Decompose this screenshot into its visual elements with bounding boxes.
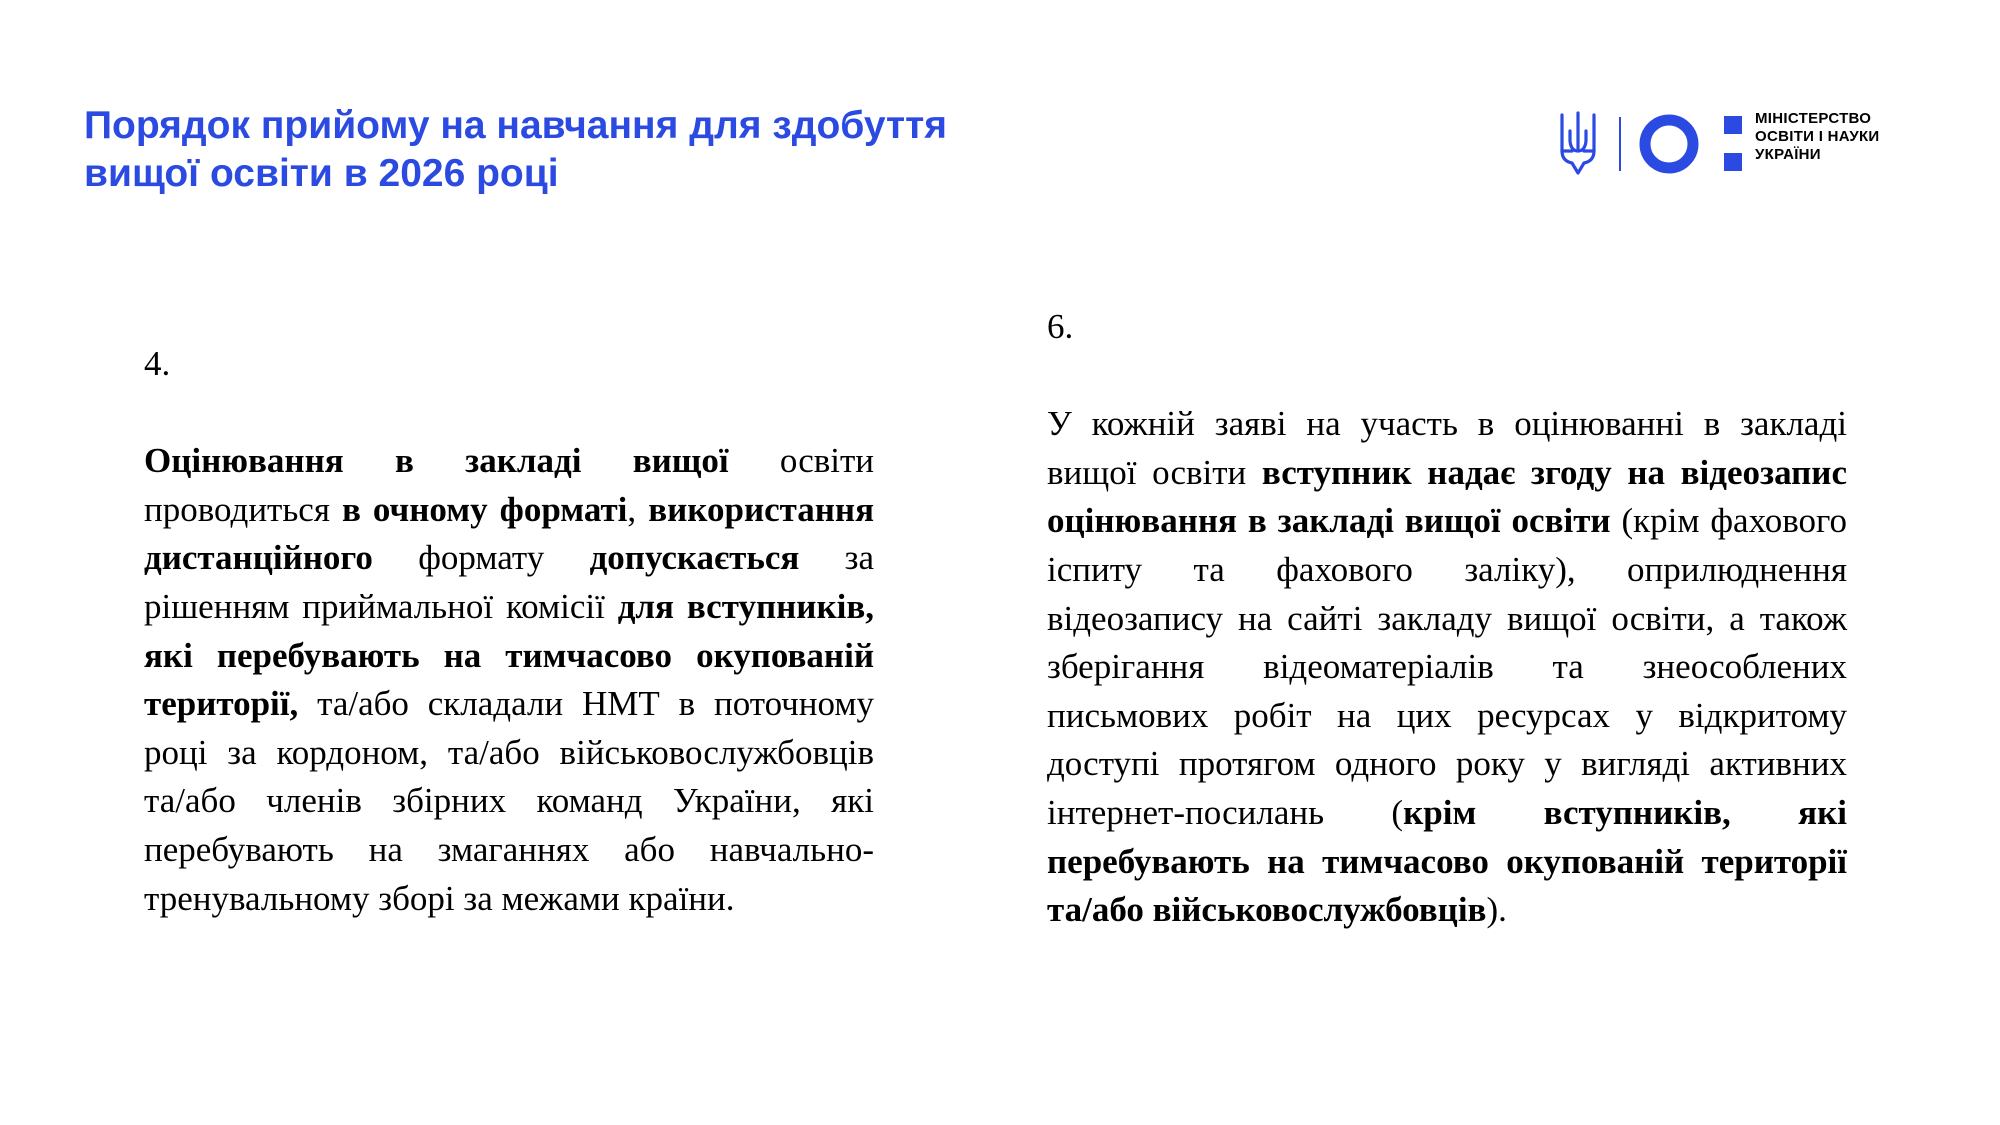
rule-text-bold: допускається bbox=[589, 538, 800, 578]
ministry-name-line-1: МІНІСТЕРСТВО bbox=[1755, 110, 1872, 127]
rule-text: ). bbox=[1486, 890, 1507, 930]
rule-text-bold: Оцінювання в закладі вищої bbox=[144, 441, 729, 481]
square-icon-bottom bbox=[1724, 153, 1742, 171]
rule-text: та/або складали НМТ в поточному році за кордоном, та/або військовослужбовців та/або членів збірних команд України, які перебувають на змаганнях або навчально-тренувальному зборі за межами країни. bbox=[144, 684, 874, 918]
trident-icon bbox=[1562, 113, 1594, 173]
rule-text: формату bbox=[372, 538, 590, 578]
rule-4-text bbox=[144, 437, 874, 923]
ministry-name bbox=[1755, 110, 1935, 164]
rule-text-bold: для вступників, які перебувають на тимчасово окупованій території, bbox=[144, 586, 874, 724]
rule-6-text bbox=[1047, 400, 1847, 935]
rule-number: 4. bbox=[144, 344, 171, 383]
rule-text-bold: в очному форматі bbox=[341, 489, 628, 529]
rule-text: У кожній заяві на участь в оцінюванні в закладі вищої освіти bbox=[1047, 404, 1847, 492]
square-icon-top bbox=[1724, 116, 1742, 134]
rule-text: освіти проводиться bbox=[144, 441, 874, 529]
rule-text-bold: вступник надає згоду на відеозапис оцінювання в закладі вищої освіти bbox=[1047, 452, 1847, 541]
rule-text-bold: використання дистанційного bbox=[144, 489, 875, 578]
rule-number: 6. bbox=[1047, 307, 1074, 346]
ministry-name-line-3: УКРАЇНИ bbox=[1755, 146, 1821, 163]
rule-text: , bbox=[627, 489, 649, 529]
rule-text: за рішенням приймальної комісії bbox=[144, 538, 874, 626]
rule-4-block bbox=[144, 340, 874, 923]
page-title: Порядок прийому на навчання для здобуття вищої освіти в 2026 році bbox=[84, 104, 947, 195]
ministry-name-line-2: ОСВІТИ І НАУКИ bbox=[1755, 128, 1880, 145]
ring-icon bbox=[1645, 120, 1693, 168]
rule-text-bold: крім вступників, які перебувають на тимчасово окупованій території та/або військовослужбовців bbox=[1047, 792, 1847, 930]
rule-text: (крім фахового іспиту та фахового заліку), оприлюднення відеозапису на сайті закладу вищої освіти, а також зберігання відеоматеріалів та знеособлених письмових робіт на цих ресурсах у відкритому доступі протягом одного року у вигляді активних інтернет-посилань ( bbox=[1047, 501, 1848, 832]
rule-6-block bbox=[1047, 303, 1847, 935]
